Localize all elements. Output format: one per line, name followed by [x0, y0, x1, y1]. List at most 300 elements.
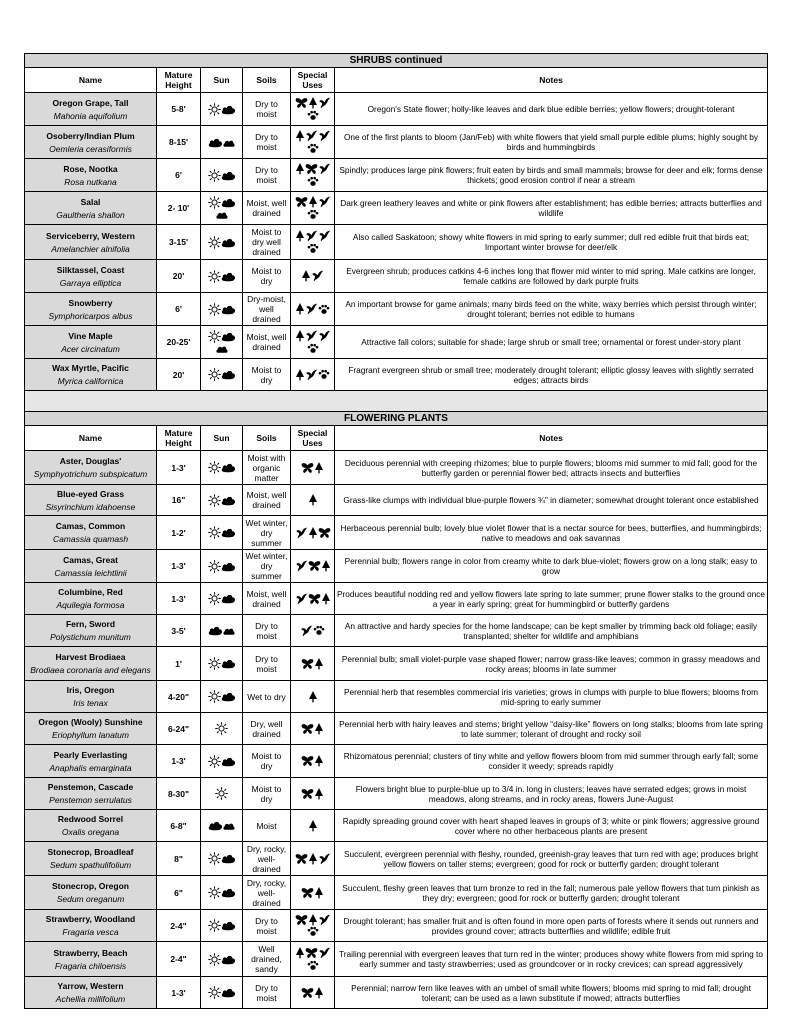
- mature-height: 6-24": [157, 713, 201, 745]
- plant-name-cell: [25, 977, 157, 1009]
- mature-height: 5-8': [157, 93, 201, 126]
- common-name: Snowberry: [68, 297, 113, 308]
- col-header-special-uses: Special Uses: [291, 426, 335, 451]
- col-header-soils: Soils: [243, 68, 291, 93]
- cloud-icon: [221, 853, 236, 864]
- notes: Also called Saskatoon; showy white flowers in mid spring to early summer; dull red edible fruit that birds eat; Important winter browse for deer/elk: [335, 225, 768, 260]
- scientific-name: Polystichum munitum: [50, 632, 131, 642]
- notes: Perennial herb that resembles commercial iris varieties; grows in clumps with purple to blue flowers; blooms from mid-spring to early summer: [335, 681, 768, 713]
- cloud-icon: [221, 658, 236, 669]
- sun-exposure-icons: [201, 942, 243, 977]
- section-title: SHRUBS continued: [25, 54, 768, 68]
- common-name: Vine Maple: [68, 330, 113, 341]
- sun-icon: [208, 303, 221, 316]
- butterfly-icon: [308, 593, 321, 605]
- sun-icon: [208, 461, 221, 474]
- shade-icon: [216, 343, 228, 354]
- butterfly-icon: [301, 723, 314, 735]
- shrubs-section: [25, 54, 768, 391]
- cloud-icon: [221, 756, 236, 767]
- tree-icon: [295, 163, 305, 175]
- table-row: [25, 516, 768, 550]
- soils: Moist, well drained: [243, 583, 291, 615]
- soils: Dry to moist: [243, 910, 291, 942]
- notes: Trailing perennial with evergreen leaves that turn red in the winter; produces showy white flowers from mid spring to early summer and tasty strawberries; used as groundcover or in rocky crevices; can spread aggressively: [335, 942, 768, 977]
- sun-icon: [208, 657, 221, 670]
- col-header-sun: Sun: [201, 68, 243, 93]
- mature-height: 8-30": [157, 778, 201, 810]
- paw-icon: [307, 343, 319, 354]
- plant-name-cell: [25, 910, 157, 942]
- tree-icon: [308, 527, 318, 539]
- sun-exposure-icons: [201, 192, 243, 225]
- table-row: [25, 192, 768, 225]
- mature-height: 4-20": [157, 681, 201, 713]
- plant-name-cell: [25, 225, 157, 260]
- shade-icon: [223, 625, 235, 636]
- common-name: Columbine, Red: [58, 587, 123, 597]
- cloud-icon: [221, 237, 236, 248]
- bird-icon: [305, 130, 318, 142]
- mature-height: 2- 10': [157, 192, 201, 225]
- notes: Oregon's State flower; holly-like leaves and dark blue edible berries; yellow flowers; drought-tolerant: [335, 93, 768, 126]
- notes: Succulent, evergreen perennial with fleshy, rounded, greenish-gray leaves that turn red with age; produces bright yellow flowers on taller stems; evergreen; good for rock or butterfly garden; drought tolerant: [335, 842, 768, 876]
- sun-icon: [208, 103, 221, 116]
- notes: An important browse for game animals; many birds feed on the white, waxy berries which persist through winter; drought tolerant; berries not edible to humans: [335, 293, 768, 326]
- bird-icon: [295, 527, 308, 539]
- scientific-name: Oxalis oregana: [61, 827, 120, 837]
- tree-icon: [321, 560, 331, 572]
- plant-table: [24, 53, 768, 1009]
- cloud-icon: [221, 304, 236, 315]
- scientific-name: Penstemon serrulatus: [49, 795, 132, 805]
- tree-icon: [295, 330, 305, 342]
- bird-icon: [318, 330, 331, 342]
- special-uses-icons: [291, 516, 335, 550]
- table-row: [25, 225, 768, 260]
- special-uses-icons: [291, 910, 335, 942]
- cloud-icon: [221, 104, 236, 115]
- special-uses-icons: [291, 977, 335, 1009]
- bird-icon: [295, 560, 308, 572]
- scientific-name: Garraya elliptica: [59, 277, 122, 288]
- spacer-cell: [25, 391, 768, 412]
- plant-name-cell: [25, 326, 157, 359]
- table-row: [25, 876, 768, 910]
- bird-icon: [318, 947, 331, 959]
- sun-icon: [208, 690, 221, 703]
- plant-name-cell: [25, 778, 157, 810]
- special-uses-icons: [291, 583, 335, 615]
- scientific-name: Mahonia aquifolium: [53, 110, 128, 121]
- butterfly-icon: [301, 788, 314, 800]
- tree-icon: [308, 97, 318, 109]
- cloud-icon: [221, 331, 236, 342]
- sun-icon: [208, 368, 221, 381]
- sun-exposure-icons: [201, 293, 243, 326]
- notes: Perennial; narrow fern like leaves with an umbel of small white flowers; blooms mid spring to mid fall; drought tolerant; can be used as a lawn substitute if mowed; attracts butterflies: [335, 977, 768, 1009]
- table-row: [25, 977, 768, 1009]
- table-row: [25, 778, 768, 810]
- shade-icon: [223, 137, 235, 148]
- plant-name-cell: [25, 942, 157, 977]
- scientific-name: Brodiaea coronaria and elegans: [30, 665, 151, 675]
- paw-icon: [307, 960, 319, 971]
- table-row: [25, 93, 768, 126]
- soils: Moist to dry: [243, 745, 291, 778]
- bird-icon: [318, 163, 331, 175]
- plant-name-cell: [25, 681, 157, 713]
- special-uses-icons: [291, 225, 335, 260]
- common-name: Pearly Everlasting: [53, 749, 128, 760]
- special-uses-icons: [291, 93, 335, 126]
- soils: Dry to moist: [243, 647, 291, 681]
- scientific-name: Fragaria chiloensis: [54, 960, 127, 971]
- common-name: Oregon (Wooly) Sunshine: [38, 717, 143, 727]
- sun-exposure-icons: [201, 326, 243, 359]
- scientific-name: Anaphalis emarginata: [49, 762, 132, 773]
- col-header-special-uses: Special Uses: [291, 68, 335, 93]
- table-row: [25, 126, 768, 159]
- sun-icon: [208, 986, 221, 999]
- tree-icon: [295, 303, 305, 315]
- plant-name-cell: [25, 359, 157, 391]
- plant-guide-sheet: [24, 53, 767, 1009]
- col-header-soils: Soils: [243, 426, 291, 451]
- sun-exposure-icons: [201, 713, 243, 745]
- plant-name-cell: [25, 93, 157, 126]
- butterfly-icon: [295, 196, 308, 208]
- special-uses-icons: [291, 713, 335, 745]
- special-uses-icons: [291, 647, 335, 681]
- col-header-name: Name: [25, 68, 157, 93]
- table-row: [25, 293, 768, 326]
- soils: Dry, well drained: [243, 713, 291, 745]
- sun-exposure-icons: [201, 910, 243, 942]
- plant-name-cell: [25, 260, 157, 293]
- cloud-icon: [221, 954, 236, 965]
- sun-exposure-icons: [201, 159, 243, 192]
- sun-exposure-icons: [201, 485, 243, 516]
- butterfly-icon: [305, 947, 318, 959]
- sun-icon: [208, 592, 221, 605]
- common-name: Osoberry/Indian Plum: [46, 130, 135, 141]
- soils: Moist to dry: [243, 778, 291, 810]
- scientific-name: Acer circinatum: [61, 343, 120, 354]
- sun-exposure-icons: [201, 126, 243, 159]
- paw-icon: [313, 625, 325, 636]
- paw-icon: [307, 209, 319, 220]
- cloud-icon: [221, 920, 236, 931]
- notes: Herbaceous perennial bulb; lovely blue violet flower that is a nectar source for bees, butterflies, and hummingbirds; native to meadows and oak savannas: [335, 516, 768, 550]
- notes: Dark green leathery leaves and white or pink flowers after establishment; has edible berries; attracts butterflies and wildlife: [335, 192, 768, 225]
- sun-icon: [215, 787, 228, 800]
- tree-icon: [295, 369, 305, 381]
- butterfly-icon: [305, 163, 318, 175]
- bird-icon: [318, 130, 331, 142]
- common-name: Penstemon, Cascade: [47, 782, 134, 792]
- common-name: Harvest Brodiaea: [55, 652, 126, 662]
- sun-exposure-icons: [201, 583, 243, 615]
- soils: Moist to dry: [243, 359, 291, 391]
- bird-icon: [318, 196, 331, 208]
- notes: Drought tolerant; has smaller fruit and is often found in more open parts of forests where it sends out runners and provides ground cover; attracts butterflies and wildlife; edible fruit: [335, 910, 768, 942]
- mature-height: 3-15': [157, 225, 201, 260]
- col-header-notes: Notes: [335, 68, 768, 93]
- shade-icon: [223, 820, 235, 831]
- tree-icon: [314, 987, 324, 999]
- scientific-name: Gaultheria shallon: [56, 209, 125, 220]
- sun-exposure-icons: [201, 842, 243, 876]
- cloud-icon: [221, 462, 236, 473]
- tree-icon: [314, 887, 324, 899]
- butterfly-icon: [301, 755, 314, 767]
- table-row: [25, 681, 768, 713]
- sun-icon: [208, 560, 221, 573]
- special-uses-icons: [291, 260, 335, 293]
- common-name: Yarrow, Western: [57, 981, 124, 991]
- bird-icon: [305, 369, 318, 381]
- table-row: [25, 910, 768, 942]
- plant-name-cell: [25, 615, 157, 647]
- plant-name-cell: [25, 842, 157, 876]
- notes: Produces beautiful nodding red and yellow flowers late spring to late summer; prune flower stalks to the ground once a year in early spring; great for hummingbird or butterfly gardens: [335, 583, 768, 615]
- sun-icon: [208, 919, 221, 932]
- butterfly-icon: [301, 987, 314, 999]
- butterfly-icon: [295, 914, 308, 926]
- soils: Dry to moist: [243, 615, 291, 647]
- sun-exposure-icons: [201, 451, 243, 485]
- plant-name-cell: [25, 876, 157, 910]
- bird-icon: [311, 270, 324, 282]
- scientific-name: Eriophyllum lanatum: [51, 730, 129, 740]
- cloud-icon: [221, 691, 236, 702]
- scientific-name: Sedum spathulifolium: [49, 860, 132, 870]
- sun-exposure-icons: [201, 681, 243, 713]
- soils: Dry, rocky, well-drained: [243, 876, 291, 910]
- special-uses-icons: [291, 778, 335, 810]
- special-uses-icons: [291, 745, 335, 778]
- table-row: [25, 326, 768, 359]
- table-row: [25, 745, 768, 778]
- paw-icon: [307, 926, 319, 937]
- sun-icon: [208, 169, 221, 182]
- paw-icon: [307, 110, 319, 121]
- scientific-name: Camassia quamash: [52, 534, 129, 544]
- common-name: Oregon Grape, Tall: [52, 97, 129, 108]
- special-uses-icons: [291, 842, 335, 876]
- scientific-name: Symphoricarpos albus: [48, 310, 133, 321]
- scientific-name: Iris tenax: [73, 698, 108, 708]
- notes: Grass-like clumps with individual blue-purple flowers ¾" in diameter; somewhat drought tolerant once established: [335, 485, 768, 516]
- cloud-icon: [208, 625, 223, 636]
- table-row: [25, 942, 768, 977]
- bird-icon: [305, 230, 318, 242]
- mature-height: 1': [157, 647, 201, 681]
- sun-exposure-icons: [201, 778, 243, 810]
- common-name: Salal: [80, 196, 101, 207]
- sun-icon: [215, 722, 228, 735]
- tree-icon: [314, 658, 324, 670]
- plant-name-cell: [25, 745, 157, 778]
- paw-icon: [318, 304, 330, 315]
- mature-height: 6': [157, 293, 201, 326]
- table-row: [25, 159, 768, 192]
- notes: One of the first plants to bloom (Jan/Feb) with white flowers that yield small purple edible plums; highly sought by birds and hummingbirds: [335, 126, 768, 159]
- soils: Moist to dry well drained: [243, 225, 291, 260]
- mature-height: 8": [157, 842, 201, 876]
- notes: Attractive fall colors; suitable for shade; large shrub or small tree; ornamental or forest under-story plant: [335, 326, 768, 359]
- plant-name-cell: [25, 485, 157, 516]
- mature-height: 16": [157, 485, 201, 516]
- cloud-icon: [221, 987, 236, 998]
- section-title: FLOWERING PLANTS: [25, 412, 768, 426]
- col-header-sun: Sun: [201, 426, 243, 451]
- table-row: [25, 260, 768, 293]
- scientific-name: Amelanchier alnifolia: [51, 243, 130, 254]
- soils: Moist with organic matter: [243, 451, 291, 485]
- plant-name-cell: [25, 451, 157, 485]
- tree-icon: [308, 691, 318, 703]
- mature-height: 20': [157, 260, 201, 293]
- shade-icon: [216, 209, 228, 220]
- bird-icon: [318, 853, 331, 865]
- notes: An attractive and hardy species for the home landscape; can be kept smaller by trimming back old foliage; easily transplanted; shelter for wildlife and amphibians: [335, 615, 768, 647]
- tree-icon: [295, 947, 305, 959]
- paw-icon: [307, 176, 319, 187]
- bird-icon: [305, 330, 318, 342]
- bird-icon: [318, 97, 331, 109]
- butterfly-icon: [308, 560, 321, 572]
- soils: Dry to moist: [243, 93, 291, 126]
- soils: Dry to moist: [243, 126, 291, 159]
- scientific-name: Oemleria cerasiformis: [49, 143, 132, 154]
- common-name: Wax Myrtle, Pacific: [52, 363, 129, 373]
- notes: Rapidly spreading ground cover with heart shaped leaves in groups of 3; white or pink flowers; aggressive ground cover where no other herbaceous plants are present: [335, 810, 768, 842]
- common-name: Strawberry, Woodland: [45, 914, 136, 924]
- soils: Wet winter, dry summer: [243, 550, 291, 583]
- tree-icon: [321, 593, 331, 605]
- mature-height: 6": [157, 876, 201, 910]
- common-name: Serviceberry, Western: [46, 230, 135, 241]
- sun-exposure-icons: [201, 260, 243, 293]
- plant-name-cell: [25, 159, 157, 192]
- soils: Moist, well drained: [243, 326, 291, 359]
- tree-icon: [314, 723, 324, 735]
- common-name: Strawberry, Beach: [53, 947, 128, 958]
- plant-name-cell: [25, 192, 157, 225]
- special-uses-icons: [291, 485, 335, 516]
- notes: Spindly; produces large pink flowers; fruit eaten by birds and small mammals; browse for deer and elk; forms dense thickets; good erosion control if near a stream: [335, 159, 768, 192]
- special-uses-icons: [291, 615, 335, 647]
- paw-icon: [318, 369, 330, 380]
- col-header-height: Mature Height: [157, 426, 201, 451]
- table-row: [25, 810, 768, 842]
- table-row: [25, 615, 768, 647]
- common-name: Redwood Sorrel: [57, 814, 124, 824]
- common-name: Aster, Douglas': [59, 456, 122, 466]
- plant-name-cell: [25, 810, 157, 842]
- sun-exposure-icons: [201, 93, 243, 126]
- sun-icon: [208, 852, 221, 865]
- special-uses-icons: [291, 359, 335, 391]
- cloud-icon: [221, 369, 236, 380]
- sun-exposure-icons: [201, 745, 243, 778]
- notes: Perennial bulb; flowers range in color from creamy white to dark blue-violet; flowers grow on a long stalk; easy to grow: [335, 550, 768, 583]
- sun-icon: [208, 236, 221, 249]
- mature-height: 1-3': [157, 550, 201, 583]
- scientific-name: Rosa nutkana: [64, 176, 117, 187]
- notes: Perennial herb with hairy leaves and stems; bright yellow “daisy-like” flowers on long stalks; blooms from late spring to late summer; tolerant of drought and rocky soil: [335, 713, 768, 745]
- notes: Evergreen shrub; produces catkins 4-6 inches long that flower mid winter to mid spring. Male catkins are longer, female catkins are followed by dark purple fruits: [335, 260, 768, 293]
- cloud-icon: [221, 170, 236, 181]
- butterfly-icon: [295, 97, 308, 109]
- notes: Deciduous perennial with creeping rhizomes; blue to purple flowers; blooms mid summer to mid fall; good for the butterfly garden or perennial flower bed; attracts insects and butterflies: [335, 451, 768, 485]
- notes: Rhizomatous perennial; clusters of tiny white and yellow flowers bloom from mid summer through early fall; some consider it weedy; spreads rapidly: [335, 745, 768, 778]
- flowering-section: [25, 412, 768, 1009]
- scientific-name: Camassia leichtlinii: [54, 567, 127, 578]
- table-row: [25, 550, 768, 583]
- notes: Fragrant evergreen shrub or small tree; moderately drought tolerant; elliptic glossy leaves with slightly serrated edges; attracts birds: [335, 359, 768, 391]
- cloud-icon: [221, 593, 236, 604]
- notes: Succulent, fleshy green leaves that turn bronze to red in the fall; numerous pale yellow flowers that turn pinkish as they dry; evergreen; good for rock or butterfly garden; drought tolerant: [335, 876, 768, 910]
- tree-icon: [295, 230, 305, 242]
- butterfly-icon: [295, 853, 308, 865]
- mature-height: 8-15': [157, 126, 201, 159]
- scientific-name: Achellia millifolium: [55, 994, 126, 1004]
- special-uses-icons: [291, 550, 335, 583]
- soils: Moist, well drained: [243, 485, 291, 516]
- sun-exposure-icons: [201, 359, 243, 391]
- mature-height: 1-3': [157, 745, 201, 778]
- mature-height: 2-4": [157, 942, 201, 977]
- butterfly-icon: [301, 887, 314, 899]
- tree-icon: [314, 462, 324, 474]
- soils: Moist to dry: [243, 260, 291, 293]
- table-row: [25, 647, 768, 681]
- cloud-icon: [208, 820, 223, 831]
- butterfly-icon: [318, 527, 331, 539]
- common-name: Fern, Sword: [65, 619, 116, 629]
- section-spacer: [25, 391, 768, 412]
- mature-height: 1-3': [157, 583, 201, 615]
- special-uses-icons: [291, 293, 335, 326]
- sun-icon: [208, 755, 221, 768]
- special-uses-icons: [291, 451, 335, 485]
- mature-height: 1-3': [157, 977, 201, 1009]
- common-name: Blue-eyed Grass: [56, 488, 125, 499]
- table-row: [25, 451, 768, 485]
- tree-icon: [314, 788, 324, 800]
- scientific-name: Aquilegia formosa: [56, 600, 125, 610]
- cloud-icon: [221, 527, 236, 538]
- soils: Wet to dry: [243, 681, 291, 713]
- tree-icon: [295, 130, 305, 142]
- tree-icon: [308, 494, 318, 506]
- common-name: Rose, Nootka: [63, 163, 118, 174]
- sun-icon: [208, 886, 221, 899]
- sun-icon: [208, 526, 221, 539]
- table-row: [25, 359, 768, 391]
- plant-name-cell: [25, 647, 157, 681]
- cloud-icon: [221, 197, 236, 208]
- tree-icon: [308, 196, 318, 208]
- paw-icon: [307, 143, 319, 154]
- common-name: Silktassel, Coast: [56, 264, 125, 275]
- soils: Moist, well drained: [243, 192, 291, 225]
- bird-icon: [318, 230, 331, 242]
- butterfly-icon: [301, 658, 314, 670]
